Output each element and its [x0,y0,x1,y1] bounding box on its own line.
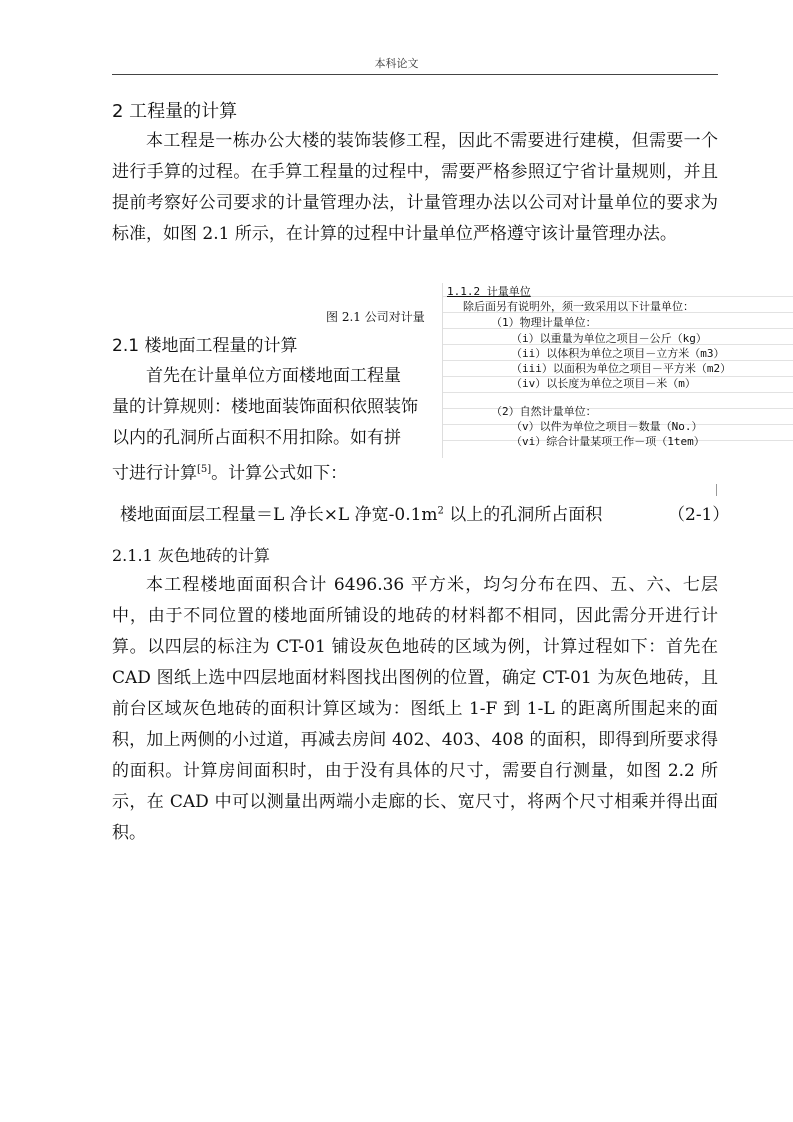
figure-line: （2）自然计量单位： [491,405,597,418]
para2-line-4-tail: 。计算公式如下： [211,463,348,484]
formula-text-tail: 以上的孔洞所占面积 [443,505,603,525]
paragraph-1: 本工程是一栋办公大楼的装饰装修工程，因此不需要进行建模，但需要一个进行手算的过程。在手算工程量的过程中，需要严格参照辽宁省计量规则，并且提前考察好公司要求的计量管理办法，计量管理办法以公司对计量单位的要求为标准，如图 2.1 所示，在计算的过程中计量单位严格遵守该计量管理办法。 [112,131,718,244]
paragraph-3: 本工程楼地面面积合计 6496.36 平方米，均匀分布在四、五、六、七层中，由于不同位置的楼地面所铺设的地砖的材料都不相同，因此需分开进行计算。以四层的标注为 CT-01 铺设灰色地砖的区域为例，计算过程如下：首先在 CAD 图纸上选中四层地面材料图找出图例的位置，确定 CT-01 为灰色地砖，且前台区域灰色地砖的面积计算区域为：图纸上 1-F 到 1-L 的距离所围起来的面积，加上两侧的小过道，再减去房间 402、403、408 的面积，即得到所要求得的面积。计算房间面积时，由于没有具体的尺寸，需要自行测量，如图 2.2 所示，在 CAD 中可以测量出两端小走廊的长、宽尺寸，将两个尺寸相乘并得出面积。 [112,575,718,843]
formula-text: 楼地面面层工程量＝L 净长×L 净宽-0.1m [120,505,438,525]
formula-2-1 [120,500,730,525]
header-rule [112,74,718,75]
citation-ref: [5] [197,464,212,475]
subsubsection-number: 2.1.1 [112,546,153,565]
figure-line: （vi）综合计量某项工作－项（1tem） [511,435,705,448]
para2-line-4-text: 寸进行计算 [112,463,197,484]
figure-line: 除后面另有说明外，须一致采用以下计量单位： [463,300,694,313]
figure-2-1-image [442,283,793,458]
figure-line-title: 1.1.2 计量单位 [447,285,531,298]
figure-caption: 图 2.1 公司对计量 [326,310,425,324]
figure-line: （ii）以体积为单位之项目－立方米（m3） [511,347,725,360]
figure-line: （iii）以面积为单位之项目－平方米（m2） [511,362,732,375]
figure-line: （iv）以长度为单位之项目－米（m） [511,377,696,390]
figure-line: （i）以重量为单位之项目－公斤（kg） [511,332,707,345]
para2-line-2: 量的计算规则：楼地面装饰面积依照装饰 [112,397,418,417]
para2-line-3: 以内的孔洞所占面积不用扣除。如有拼 [112,428,401,448]
formula-box-edge [716,484,717,496]
section-heading: 2 工程量的计算 [112,101,238,122]
para2-line-1: 首先在计量单位方面楼地面工程量 [146,366,401,386]
subsubsection-heading [112,543,270,566]
formula-number: （2-1） [668,505,730,525]
subsection-heading: 2.1 楼地面工程量的计算 [112,336,298,356]
paragraph-2 [112,361,452,485]
subsubsection-title: 灰色地砖的计算 [157,546,270,565]
formula-sup: 2 [437,505,444,517]
figure-line: （1）物理计量单位： [491,316,597,329]
grid-line [443,392,793,393]
figure-line: （v）以件为单位之项目－数量（No.） [511,420,703,433]
running-header: 本科论文 [374,57,419,70]
para2-line-4 [112,454,452,485]
